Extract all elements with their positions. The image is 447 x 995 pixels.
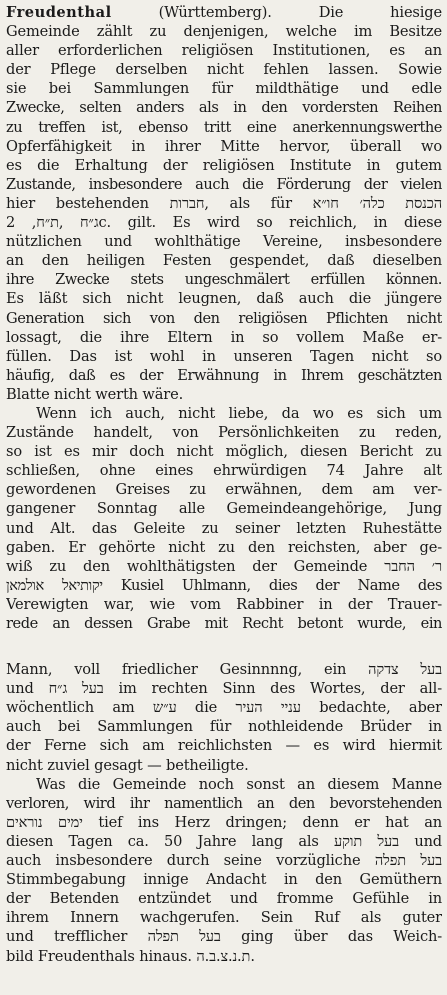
text-line: wöchentlich am ע״ש die עניי העיר bedachte, aber [6,699,442,717]
text-line: bild Freudenthals hinaus. ת.נ.צ.ב.ה. [6,947,255,965]
text-line: Generation sich von den religiösen Pflichten nicht [6,309,442,327]
text-line: Was die Gemeinde noch sonst an diesem Manne [36,775,442,793]
place-name: Freudenthal [6,4,112,21]
text-line: wiß zu den wohlthätigsten der Gemeinde ר׳ החבר [6,557,442,575]
text-line: so ist es mir doch nicht möglich, diesen Bericht zu [6,443,442,461]
region-name: (Württemberg). [158,4,272,21]
text-line: häufig, daß es der Erwähnung in Ihrem geschätzten [6,366,442,384]
text-line: und Alt. das Geleite zu seiner letzten Ruhestätte [6,519,442,537]
text-line: Opferfähigkeit in ihrer Mitte hervor, überall wo [6,137,442,155]
text-line: füllen. Das ist wohl in unseren Tagen nicht so [6,347,442,365]
text-line: nützlichen und wohlthätige Vereine, insbesondere [6,233,442,251]
text-line: יקותיאל אולמאן Kusiel Uhlmann, dies der Name des [6,576,442,594]
text-line: gaben. Er gehörte nicht zu den reichsten, aber ge- [6,538,442,556]
text-line: rede an dessen Grabe mit Recht betont wurde, ein [6,615,442,632]
column-break [6,633,442,660]
text-line: Gemeinde zählt zu denjenigen, welche im Besitze [6,23,442,41]
text-line: ihre Zwecke stets ungeschmälert erfüllen können. [6,271,442,289]
text-line: Stimmbegabung innige Andacht in den Gemüthern [6,871,442,889]
text-fragment: Die hiesige [318,4,442,21]
text-line: ימים נוראים tief ins Herz dringen; denn er hat an [6,813,442,831]
text-line: verloren, wird ihr namentlich an den bevorstehenden [6,794,442,812]
text-line: gangener Sonntag alle Gemeindeangehörige, Jung [6,500,442,518]
text-line: und trefflicher בעל תפלה ging über das Weich- [6,928,442,946]
text-line: der Pflege derselben nicht fehlen lassen. Sowie [6,61,442,79]
text-line: ג״ח ,ת״ח, 2c. gilt. Es wird so reichlich, in diese [6,214,442,232]
text-line: hier bestehenden חברות, als für הכנסת כלה׳ חו״א [6,194,442,212]
text-line: sie bei Sammlungen für mildthätige und edle [6,80,442,98]
text-line: diesen Tagen ca. 50 Jahre lang als בעל תוקע und [6,832,442,850]
text-line: auch insbesondere durch seine vorzügliche בעל תפלה [6,852,442,870]
text-line: Verewigten war, wie vom Rabbiner in der Trauer- [6,595,442,613]
text-line: Zustände handelt, von Persönlichkeiten zu reden, [6,424,442,442]
text-line: Mann, voll friedlicher Gesinnnng, ein בעל צדקה [6,661,442,679]
text-line: gewordenen Greises zu erwähnen, dem am ver- [6,481,442,499]
text-line: lossagt, die ihre Eltern in so vollem Maße er- [6,328,442,346]
text-line: schließen, ohne eines ehrwürdigen 74 Jahre alt [6,462,442,480]
text-line: zu treffen ist, ebenso tritt eine anerkennungswerthe [6,118,442,136]
text-line: es die Erhaltung der religiösen Institute in gutem [6,156,442,174]
text-line: Wenn ich auch, nicht liebe, da wo es sich um [36,404,442,422]
text-line [6,3,442,22]
text-line: auch bei Sammlungen für nothleidende Brüder in [6,718,442,736]
text-line: Es läßt sich nicht leugnen, daß auch die jüngere [6,290,442,308]
text-line: der Betenden entzündet und fromme Gefühle in [6,890,442,908]
text-line: Zwecke, selten anders als in den vordersten Reihen [6,99,442,117]
text-line: Blatte nicht werth wäre. [6,385,184,403]
text-line: an den heiligen Festen gespendet, daß dieselben [6,252,442,270]
text-line: ihrem Innern wachgerufen. Sein Ruf als guter [6,909,442,927]
text-line: aller erforderlichen religiösen Institutionen, es an [6,42,442,60]
text-line: der Ferne sich am reichlichsten — es wird hiermit [6,737,442,755]
text-line: und בעל ג״ח im rechten Sinn des Wortes, der all- [6,680,442,698]
text-line: nicht zuviel gesagt — betheiligte. [6,756,249,774]
text-line: Zustande, insbesondere auch die Förderung der vielen [6,175,442,193]
